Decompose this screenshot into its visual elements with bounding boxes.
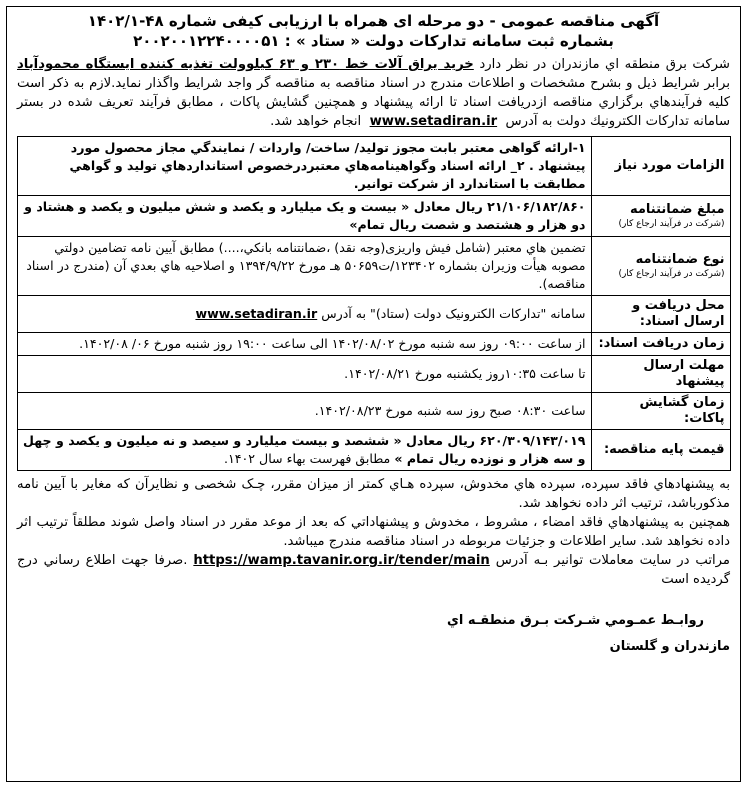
signature-line-1: روابـط عمـومي شـرکت بـرق منطقـه اي — [447, 613, 705, 628]
table-row — [17, 333, 730, 356]
row-value: ۲۱/۱۰۶/۱۸۲/۸۶۰ ریال معادل « بیست و یک میلیارد و یکصد و شش میلیون و یکصد و هشتاد و دو هزار و هشتصد و شصت ریال تمام» — [17, 196, 591, 237]
table-row — [17, 430, 730, 471]
table-row — [17, 237, 730, 296]
row-label: زمان دریافت اسناد: — [591, 333, 730, 356]
row-note: (شرکت در فرآیند ارجاع کار) — [618, 219, 725, 229]
tender-subject: خرید یراق آلات خط ۲۳۰ و ۶۳ کیلوولت تغذیه کننده ایستگاه محمودآباد — [17, 57, 474, 72]
table-row — [17, 296, 730, 333]
row-label: قیمت پایه مناقصه: — [591, 430, 730, 471]
row-value-text: سامانه "تدارکات الکترونیک دولت (ستاد)" به آدرس — [321, 306, 586, 321]
setad-registration — [7, 31, 740, 51]
notice-title: آگهی مناقصه عمومی - دو مرحله ای همراه با ارزیابی کیفی شماره ۴۸-۱۴۰۲/۱ — [87, 12, 660, 30]
row-label: الزامات مورد نیاز — [591, 137, 730, 196]
row-value: تا ساعت ۱۰:۳۵روز یکشنبه مورخ ۱۴۰۲/۰۸/۲۱. — [17, 356, 591, 393]
table-row — [17, 393, 730, 430]
base-price-bold: ۶۲۰/۳۰۹/۱۴۳/۰۱۹ ریال معادل « ششصد و بیست میلیارد و سیصد و نه میلیون و یکصد و چهل و سه هزار و نوزده ریال تمام » — [22, 433, 586, 466]
row-value: از ساعت ۰۹:۰۰ روز سه شنبه مورخ ۱۴۰۲/۰۸/۰۲ الی ساعت ۱۹:۰۰ روز شنبه مورخ ۰۶/ ۱۴۰۲/۰۸. — [17, 333, 591, 356]
row-note: (شرکت در فرآیند ارجاع کار) — [618, 269, 725, 279]
row-value — [17, 430, 591, 471]
table-row — [17, 196, 730, 237]
row-value: تضمین هاي معتبر (شامل فیش واریزی(وجه نقد) ،ضمانتنامه بانکي،....) مطابق آیین نامه تضامین دولتي مصوبه هیأت وزیران بشماره ۱۲۳۴۰۲/ت۵۰۶۵۹ هـ مورخ ۱۳۹۴/۹/۲۲ و اصلاحیه هاي بعدي آن (مندرج در اسناد مناقصه). — [17, 237, 591, 296]
intro-text-d: انجام خواهد شد. — [270, 114, 362, 129]
tender-notice — [6, 6, 741, 782]
intro-paragraph — [7, 51, 740, 131]
row-label: زمان گشایش پاکات: — [591, 393, 730, 430]
row-value: ۱-ارائه گواهی معتبر بابت مجوز تولید/ ساخت/ واردات / نمایندگي مجاز محصول مورد پیشنهاد . ۲_ ارائه اسناد وگواهینامه‌هاي معتبردرخصوص استانداردهاي تولید و گواهي مطابقت با استاندارد از شرکت توانیر. — [17, 137, 591, 196]
intro-text-a: شرکت برق منطقه اي مازندران در نظر دارد — [479, 57, 730, 72]
tavanir-link[interactable]: https://wamp.tavanir.org.ir/tender/main — [193, 553, 490, 568]
intro-text-c: برابر شرایط ذیل و بشرح مشخصات و اطلاعات مندرج در اسناد مناقصه به مناقصه گر واجد شرایط واگذار نماید.لازم به ذکر است کلیه فرآیندهاي برگزاري مناقصه ازدریافت اسناد تا ارائه پیشنهاد و همچنین گشایش پاکات ، مطابق فرآیند تعریف شده در بستر سامانه تدارکات الکترونیك دولت به آدرس — [17, 76, 730, 129]
row-value: ساعت ۰۸:۳۰ صبح روز سه شنبه مورخ ۱۴۰۲/۰۸/۲۳. — [17, 393, 591, 430]
table-row — [17, 356, 730, 393]
row-label: محل دریافت و ارسال اسناد: — [591, 296, 730, 333]
row-label: مهلت ارسال پیشنهاد — [591, 356, 730, 393]
footer-text-3: مراتب در سایت معاملات توانیر بـه آدرس https://wamp.tavanir.org.ir/tender/main .صرفا جهت اطلاع رساني درج گردیده است — [17, 553, 730, 587]
table-row — [17, 137, 730, 196]
setad-link[interactable]: www.setadiran.ir — [369, 114, 498, 129]
row-value — [17, 296, 591, 333]
base-price-tail: مطابق فهرست بهاء سال ۱۴۰۲. — [223, 451, 391, 466]
footer-paragraphs — [7, 471, 740, 589]
setad-label: بشماره ثبت سامانه تدارکات دولت « ستاد » : — [284, 32, 614, 50]
row-label: نوع ضمانتنامه (شرکت در فرآیند ارجاع کار) — [591, 237, 730, 296]
row-label: مبلغ ضمانتنامه (شرکت در فرآیند ارجاع کار) — [591, 196, 730, 237]
setad-link[interactable]: www.setadiran.ir — [195, 306, 318, 321]
requirements-table — [17, 136, 731, 471]
signature-line-2: مازندران و گلستان — [609, 639, 730, 654]
footer-text-1: به پیشنهادهاي فاقد سپرده، سپرده هاي مخدوش، سپرده هـاي کمتر از میزان مقرر، چـک شخصی و نظایرآن که مغایر با آیین نامه مذکورباشد، ترتیب اثر داده نخواهد شد. — [17, 477, 730, 511]
setad-number: ۲۰۰۲۰۰۱۲۲۴۰۰۰۰۵۱ — [133, 32, 280, 50]
footer-text-2: همچنین به پیشنهادهاي فاقد امضاء ، مشروط ، مخدوش و پیشنهاداتي که بعد از موعد مقرر در اسناد واصل شوند مطلقاً ترتیب اثر داده نخواهد شد. سایر اطلاعات و جزئیات مربوطه در اسناد مناقصه مندرج میباشد. — [17, 515, 730, 549]
